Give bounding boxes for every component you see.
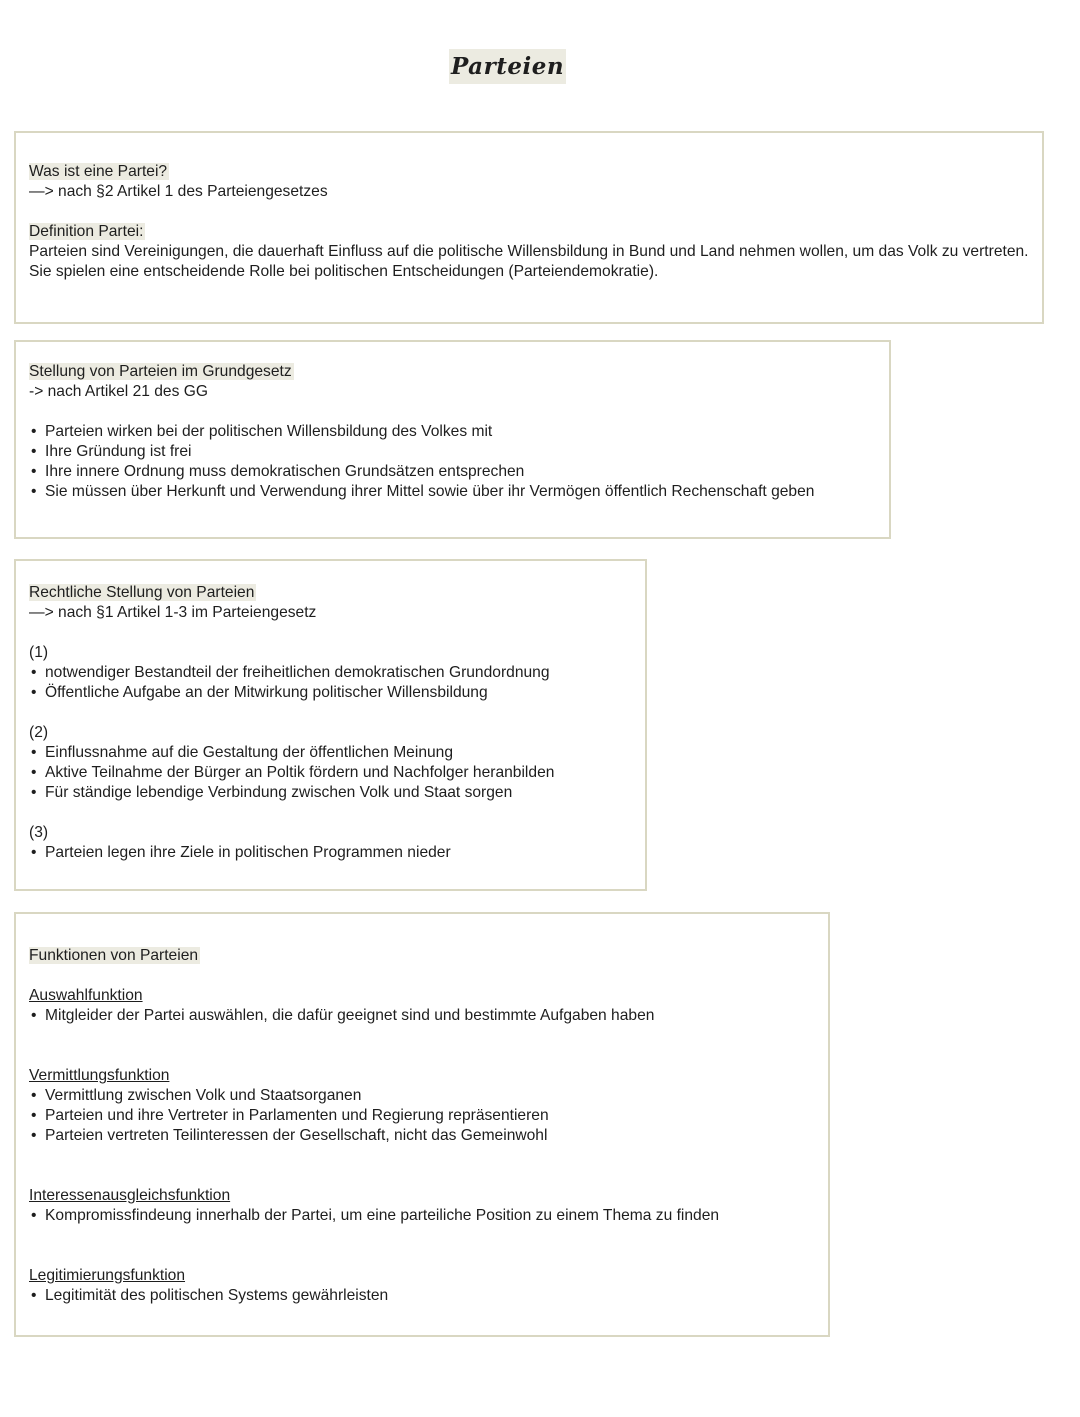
section-rechtliche-stellung — [14, 559, 647, 891]
bullet-item — [29, 783, 635, 803]
text-line — [29, 382, 879, 402]
line-text: Rechtliche Stellung von Parteien — [29, 584, 255, 601]
line-text: Sie müssen über Herkunft und Verwendung ihrer Mittel sowie über ihr Vermögen öffentlich Rechenschaft geben — [45, 483, 815, 500]
spacer — [29, 202, 1032, 222]
line-text: (1) — [29, 644, 49, 661]
text-line — [29, 823, 635, 843]
spacer — [29, 1226, 818, 1246]
spacer — [29, 623, 635, 643]
line-text: Parteien wirken bei der politischen Willensbildung des Volkes mit — [45, 423, 493, 440]
section-stellung-grundgesetz — [14, 340, 891, 539]
line-text: (3) — [29, 824, 49, 841]
line-text: Einflussnahme auf die Gestaltung der öffentlichen Meinung — [45, 744, 454, 761]
bullet-item — [29, 843, 635, 863]
text-line — [29, 242, 1032, 282]
bullet-item — [29, 683, 635, 703]
spacer — [29, 1046, 818, 1066]
text-line — [29, 643, 635, 663]
line-text: Auswahlfunktion — [29, 987, 143, 1004]
line-text: Kompromissfindeung innerhalb der Partei, um eine parteiliche Position zu einem Thema zu finden — [45, 1207, 720, 1224]
line-text: Interessenausgleichsfunktion — [29, 1187, 231, 1204]
line-text: Parteien vertreten Teilinteressen der Gesellschaft, nicht das Gemeinwohl — [45, 1127, 548, 1144]
text-line — [29, 182, 1032, 202]
section-heading — [29, 362, 879, 382]
section-funktionen — [14, 912, 830, 1337]
section-heading — [29, 162, 1032, 182]
subheading — [29, 1186, 818, 1206]
line-text: —> nach §2 Artikel 1 des Parteiengesetzes — [29, 183, 328, 200]
bullet-item — [29, 743, 635, 763]
line-text: Ihre innere Ordnung muss demokratischen Grundsätzen entsprechen — [45, 463, 525, 480]
line-text: (2) — [29, 724, 49, 741]
line-text: —> nach §1 Artikel 1-3 im Parteiengesetz — [29, 604, 317, 621]
text-line — [29, 603, 635, 623]
section-heading — [29, 222, 1032, 242]
line-text: Für ständige lebendige Verbindung zwischen Volk und Staat sorgen — [45, 784, 513, 801]
spacer — [29, 1246, 818, 1266]
bullet-item — [29, 1086, 818, 1106]
subheading — [29, 986, 818, 1006]
spacer — [29, 402, 879, 422]
section-heading — [29, 946, 818, 966]
section-heading — [29, 583, 635, 603]
spacer — [29, 966, 818, 986]
bullet-item — [29, 1126, 818, 1146]
bullet-item — [29, 422, 879, 442]
bullet-item — [29, 1286, 818, 1306]
page-title: Parteien — [449, 49, 566, 84]
bullet-item — [29, 1006, 818, 1026]
section-was-ist-eine-partei — [14, 131, 1044, 324]
spacer — [29, 1026, 818, 1046]
line-text: Ihre Gründung ist frei — [45, 443, 192, 460]
bullet-item — [29, 442, 879, 462]
spacer — [29, 1166, 818, 1186]
line-text: -> nach Artikel 21 des GG — [29, 383, 208, 400]
bullet-item — [29, 462, 879, 482]
bullet-item — [29, 763, 635, 783]
bullet-item — [29, 1106, 818, 1126]
line-text: Funktionen von Parteien — [29, 947, 199, 964]
line-text: Parteien sind Vereinigungen, die dauerhaft Einfluss auf die politische Willensbildung in Bund und Land nehmen wollen, um das Volk zu vertreten. Sie spielen eine entscheidende Rolle bei politischen Entscheidungen (Parteiendemokratie). — [29, 243, 1029, 280]
line-text: Mitgleider der Partei auswählen, die dafür geeignet sind und bestimmte Aufgaben haben — [45, 1007, 655, 1024]
subheading — [29, 1266, 818, 1286]
line-text: Stellung von Parteien im Grundgesetz — [29, 363, 292, 380]
line-text: Aktive Teilnahme der Bürger an Poltik fördern und Nachfolger heranbilden — [45, 764, 555, 781]
spacer — [29, 703, 635, 723]
subheading — [29, 1066, 818, 1086]
line-text: notwendiger Bestandteil der freiheitlichen demokratischen Grundordnung — [45, 664, 550, 681]
bullet-item — [29, 1206, 818, 1226]
line-text: Legitimität des politischen Systems gewährleisten — [45, 1287, 389, 1304]
line-text: Definition Partei: — [29, 223, 144, 240]
line-text: Vermittlung zwischen Volk und Staatsorganen — [45, 1087, 362, 1104]
line-text: Öffentliche Aufgabe an der Mitwirkung politischer Willensbildung — [45, 684, 488, 701]
line-text: Vermittlungsfunktion — [29, 1067, 170, 1084]
bullet-item — [29, 663, 635, 683]
line-text: Parteien und ihre Vertreter in Parlamenten und Regierung repräsentieren — [45, 1107, 549, 1124]
line-text: Parteien legen ihre Ziele in politischen Programmen nieder — [45, 844, 451, 861]
spacer — [29, 803, 635, 823]
text-line — [29, 723, 635, 743]
line-text: Legitimierungsfunktion — [29, 1267, 186, 1284]
line-text: Was ist eine Partei? — [29, 163, 168, 180]
bullet-item — [29, 482, 879, 502]
spacer — [29, 1146, 818, 1166]
